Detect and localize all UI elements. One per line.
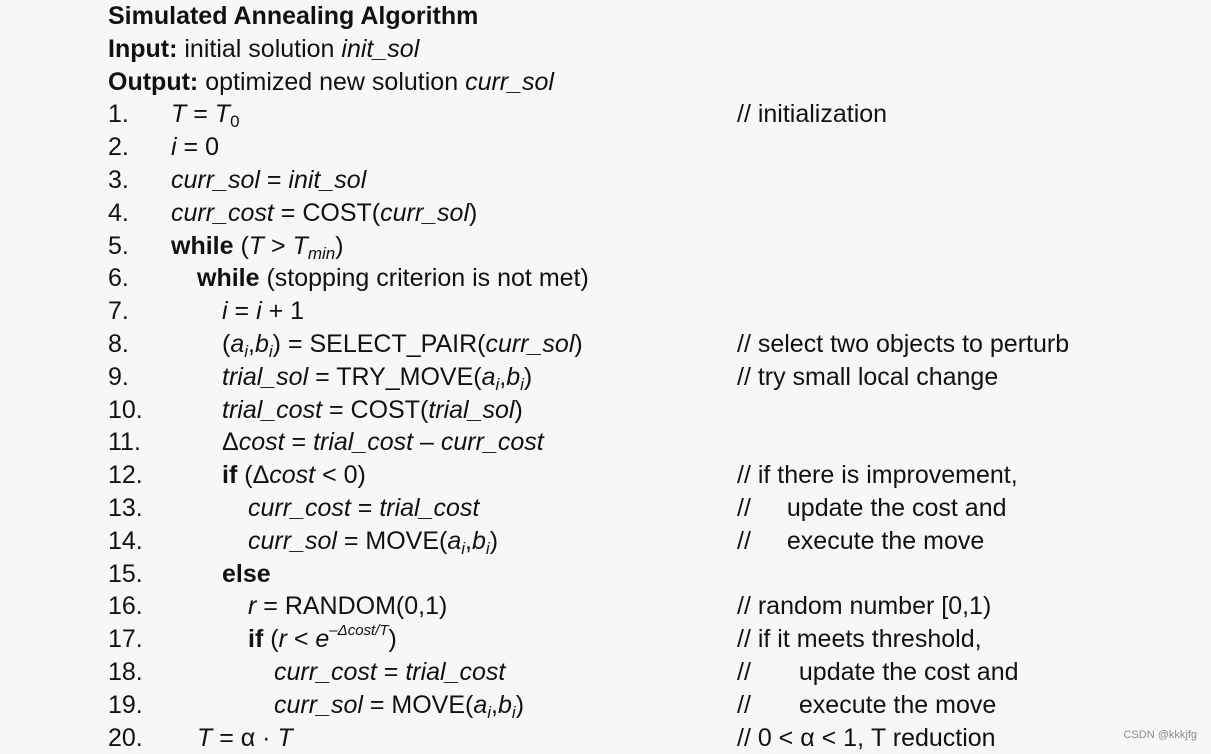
line-number: 15. bbox=[108, 559, 143, 588]
line-15 bbox=[108, 558, 1198, 591]
line-code: trial_cost = COST(trial_sol) bbox=[222, 395, 523, 424]
line-11 bbox=[108, 426, 1198, 459]
watermark-text: CSDN @kkkjfg bbox=[1123, 729, 1197, 741]
line-number: 1. bbox=[108, 100, 129, 129]
input-line bbox=[108, 33, 1198, 66]
line-number: 9. bbox=[108, 362, 129, 391]
line-code: while $(T > T_{min})$ bbox=[171, 231, 344, 263]
line-16 bbox=[108, 590, 1198, 623]
line-3 bbox=[108, 164, 1198, 197]
line-comment: // select two objects to perturb bbox=[737, 329, 1070, 358]
line-comment: // update the cost and bbox=[737, 493, 1007, 522]
line-1 bbox=[108, 98, 1198, 131]
line-5 bbox=[108, 230, 1198, 263]
line-code: Δcost = trial_cost – curr_cost bbox=[222, 428, 544, 457]
line-comment: // if there is improvement, bbox=[737, 461, 1018, 490]
line-comment: // execute the move bbox=[737, 690, 997, 719]
line-comment: // if it meets threshold, bbox=[737, 625, 982, 654]
line-code: i = 0 bbox=[171, 133, 219, 162]
line-code: if (Δcost < 0) bbox=[222, 461, 366, 490]
line-code: curr_sol = $MOVE(a_i,b_i)$ bbox=[274, 690, 525, 722]
line-number: 11. bbox=[108, 428, 141, 457]
line-19 bbox=[108, 689, 1198, 722]
line-code: curr_cost = trial_cost bbox=[248, 493, 480, 522]
line-code: curr_sol = init_sol bbox=[171, 165, 367, 194]
line-comment: // update the cost and bbox=[737, 657, 1019, 686]
line-number: 6. bbox=[108, 264, 129, 293]
line-code: $T = T_0$ bbox=[171, 100, 240, 132]
line-code: $(a_i,b_i)$ = SELECT_PAIR(curr_sol) bbox=[222, 329, 583, 361]
line-comment: // execute the move bbox=[737, 526, 985, 555]
line-7 bbox=[108, 295, 1198, 328]
input-label: Input: bbox=[108, 34, 178, 63]
line-code: trial_sol = $TRY\_MOVE(a_i,b_i)$ bbox=[222, 362, 533, 394]
line-comment: // random number [0,1) bbox=[737, 592, 992, 621]
line-number: 20. bbox=[108, 723, 143, 752]
line-2 bbox=[108, 131, 1198, 164]
line-code: T = α · T bbox=[197, 723, 293, 752]
output-text: optimized new solution bbox=[205, 67, 459, 96]
line-number: 13. bbox=[108, 493, 143, 522]
line-20 bbox=[108, 722, 1198, 754]
line-12 bbox=[108, 459, 1198, 492]
line-14 bbox=[108, 525, 1198, 558]
line-number: 3. bbox=[108, 165, 129, 194]
line-17 bbox=[108, 623, 1198, 656]
line-code: if $(r < e^{-\Delta cost/T})$ bbox=[248, 622, 397, 654]
line-code: i = i + 1 bbox=[222, 297, 305, 326]
line-13 bbox=[108, 492, 1198, 525]
line-number: 14. bbox=[108, 526, 143, 555]
output-label: Output: bbox=[108, 67, 199, 96]
line-8 bbox=[108, 328, 1198, 361]
input-var: init_sol bbox=[341, 34, 420, 63]
line-number: 12. bbox=[108, 461, 143, 490]
line-number: 16. bbox=[108, 592, 143, 621]
line-code: else bbox=[222, 559, 271, 588]
line-number: 8. bbox=[108, 329, 129, 358]
line-number: 4. bbox=[108, 198, 129, 227]
line-number: 5. bbox=[108, 231, 129, 260]
line-18 bbox=[108, 656, 1198, 689]
line-number: 10. bbox=[108, 395, 143, 424]
line-9 bbox=[108, 361, 1198, 394]
line-comment: // initialization bbox=[737, 100, 888, 129]
line-number: 7. bbox=[108, 297, 129, 326]
input-text: initial solution bbox=[184, 34, 335, 63]
output-var: curr_sol bbox=[465, 67, 554, 96]
line-code: r = RANDOM(0,1) bbox=[248, 592, 448, 621]
algorithm-block bbox=[108, 0, 1198, 754]
output-line bbox=[108, 66, 1198, 99]
line-6 bbox=[108, 262, 1198, 295]
line-number: 18. bbox=[108, 657, 143, 686]
line-4 bbox=[108, 197, 1198, 230]
line-comment: // 0 < α < 1, T reduction bbox=[737, 723, 996, 752]
line-number: 2. bbox=[108, 133, 129, 162]
line-code: while (stopping criterion is not met) bbox=[197, 264, 589, 293]
algorithm-title: Simulated Annealing Algorithm bbox=[108, 2, 479, 30]
line-number: 17. bbox=[108, 625, 143, 654]
line-10 bbox=[108, 394, 1198, 427]
line-comment: // try small local change bbox=[737, 362, 999, 391]
line-code: curr_cost = trial_cost bbox=[274, 657, 506, 686]
line-number: 19. bbox=[108, 690, 143, 719]
line-code: curr_sol = $MOVE(a_i,b_i)$ bbox=[248, 526, 499, 558]
line-code: curr_cost = COST(curr_sol) bbox=[171, 198, 478, 227]
